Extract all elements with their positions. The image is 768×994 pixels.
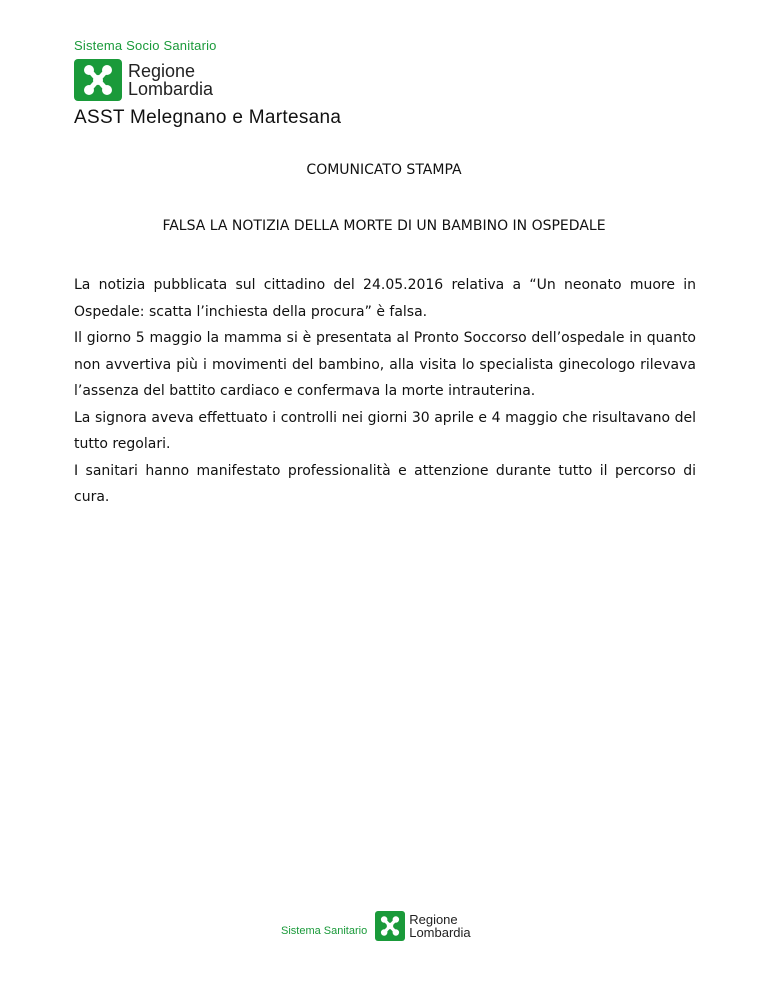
asst-name: ASST Melegnano e Martesana xyxy=(74,107,342,128)
sistema-sanitario-label: Sistema Sanitario xyxy=(281,925,368,937)
logo-line-2: Lombardia xyxy=(128,79,214,99)
paragraph-3: La signora aveva effettuato i controlli nei giorni 30 aprile e 4 maggio che risultavano del tutto regolari. xyxy=(74,409,696,452)
footer-rosa-camuna-icon xyxy=(375,911,405,941)
document-subtitle: FALSA LA NOTIZIA DELLA MORTE DI UN BAMBINO IN OSPEDALE xyxy=(162,218,606,234)
footer-logo-line-1: Regione xyxy=(409,912,458,927)
paragraph-2: Il giorno 5 maggio la mamma si è presentata al Pronto Soccorso dell’ospedale in quanto non avvertiva più i movimenti del bambino, alla visita lo specialista ginecologo rilevava l’assenza del battito cardiaco e confermava la morte intrauterina. xyxy=(74,330,696,399)
footer-logo xyxy=(281,911,471,941)
logo-line-1: Regione xyxy=(128,61,196,81)
letterhead xyxy=(74,38,341,129)
sistema-socio-sanitario-label: Sistema Socio Sanitario xyxy=(74,38,217,53)
regione-lombardia-logo xyxy=(74,59,341,101)
logo-wordmark xyxy=(128,62,213,98)
document-body xyxy=(74,272,696,511)
document-title: COMUNICATO STAMPA xyxy=(306,162,462,178)
footer-logo-line-2: Lombardia xyxy=(409,925,471,940)
footer-regione-lombardia-logo xyxy=(375,911,470,941)
paragraph-1: La notizia pubblicata sul cittadino del 24.05.2016 relativa a “Un neonato muore in Ospedale: scatta l’inchiesta della procura” è falsa. xyxy=(74,277,696,320)
footer-logo-wordmark xyxy=(409,913,470,939)
rosa-camuna-icon xyxy=(74,59,122,101)
paragraph-4: I sanitari hanno manifestato professionalità e attenzione durante tutto il percorso di cura. xyxy=(74,462,696,505)
